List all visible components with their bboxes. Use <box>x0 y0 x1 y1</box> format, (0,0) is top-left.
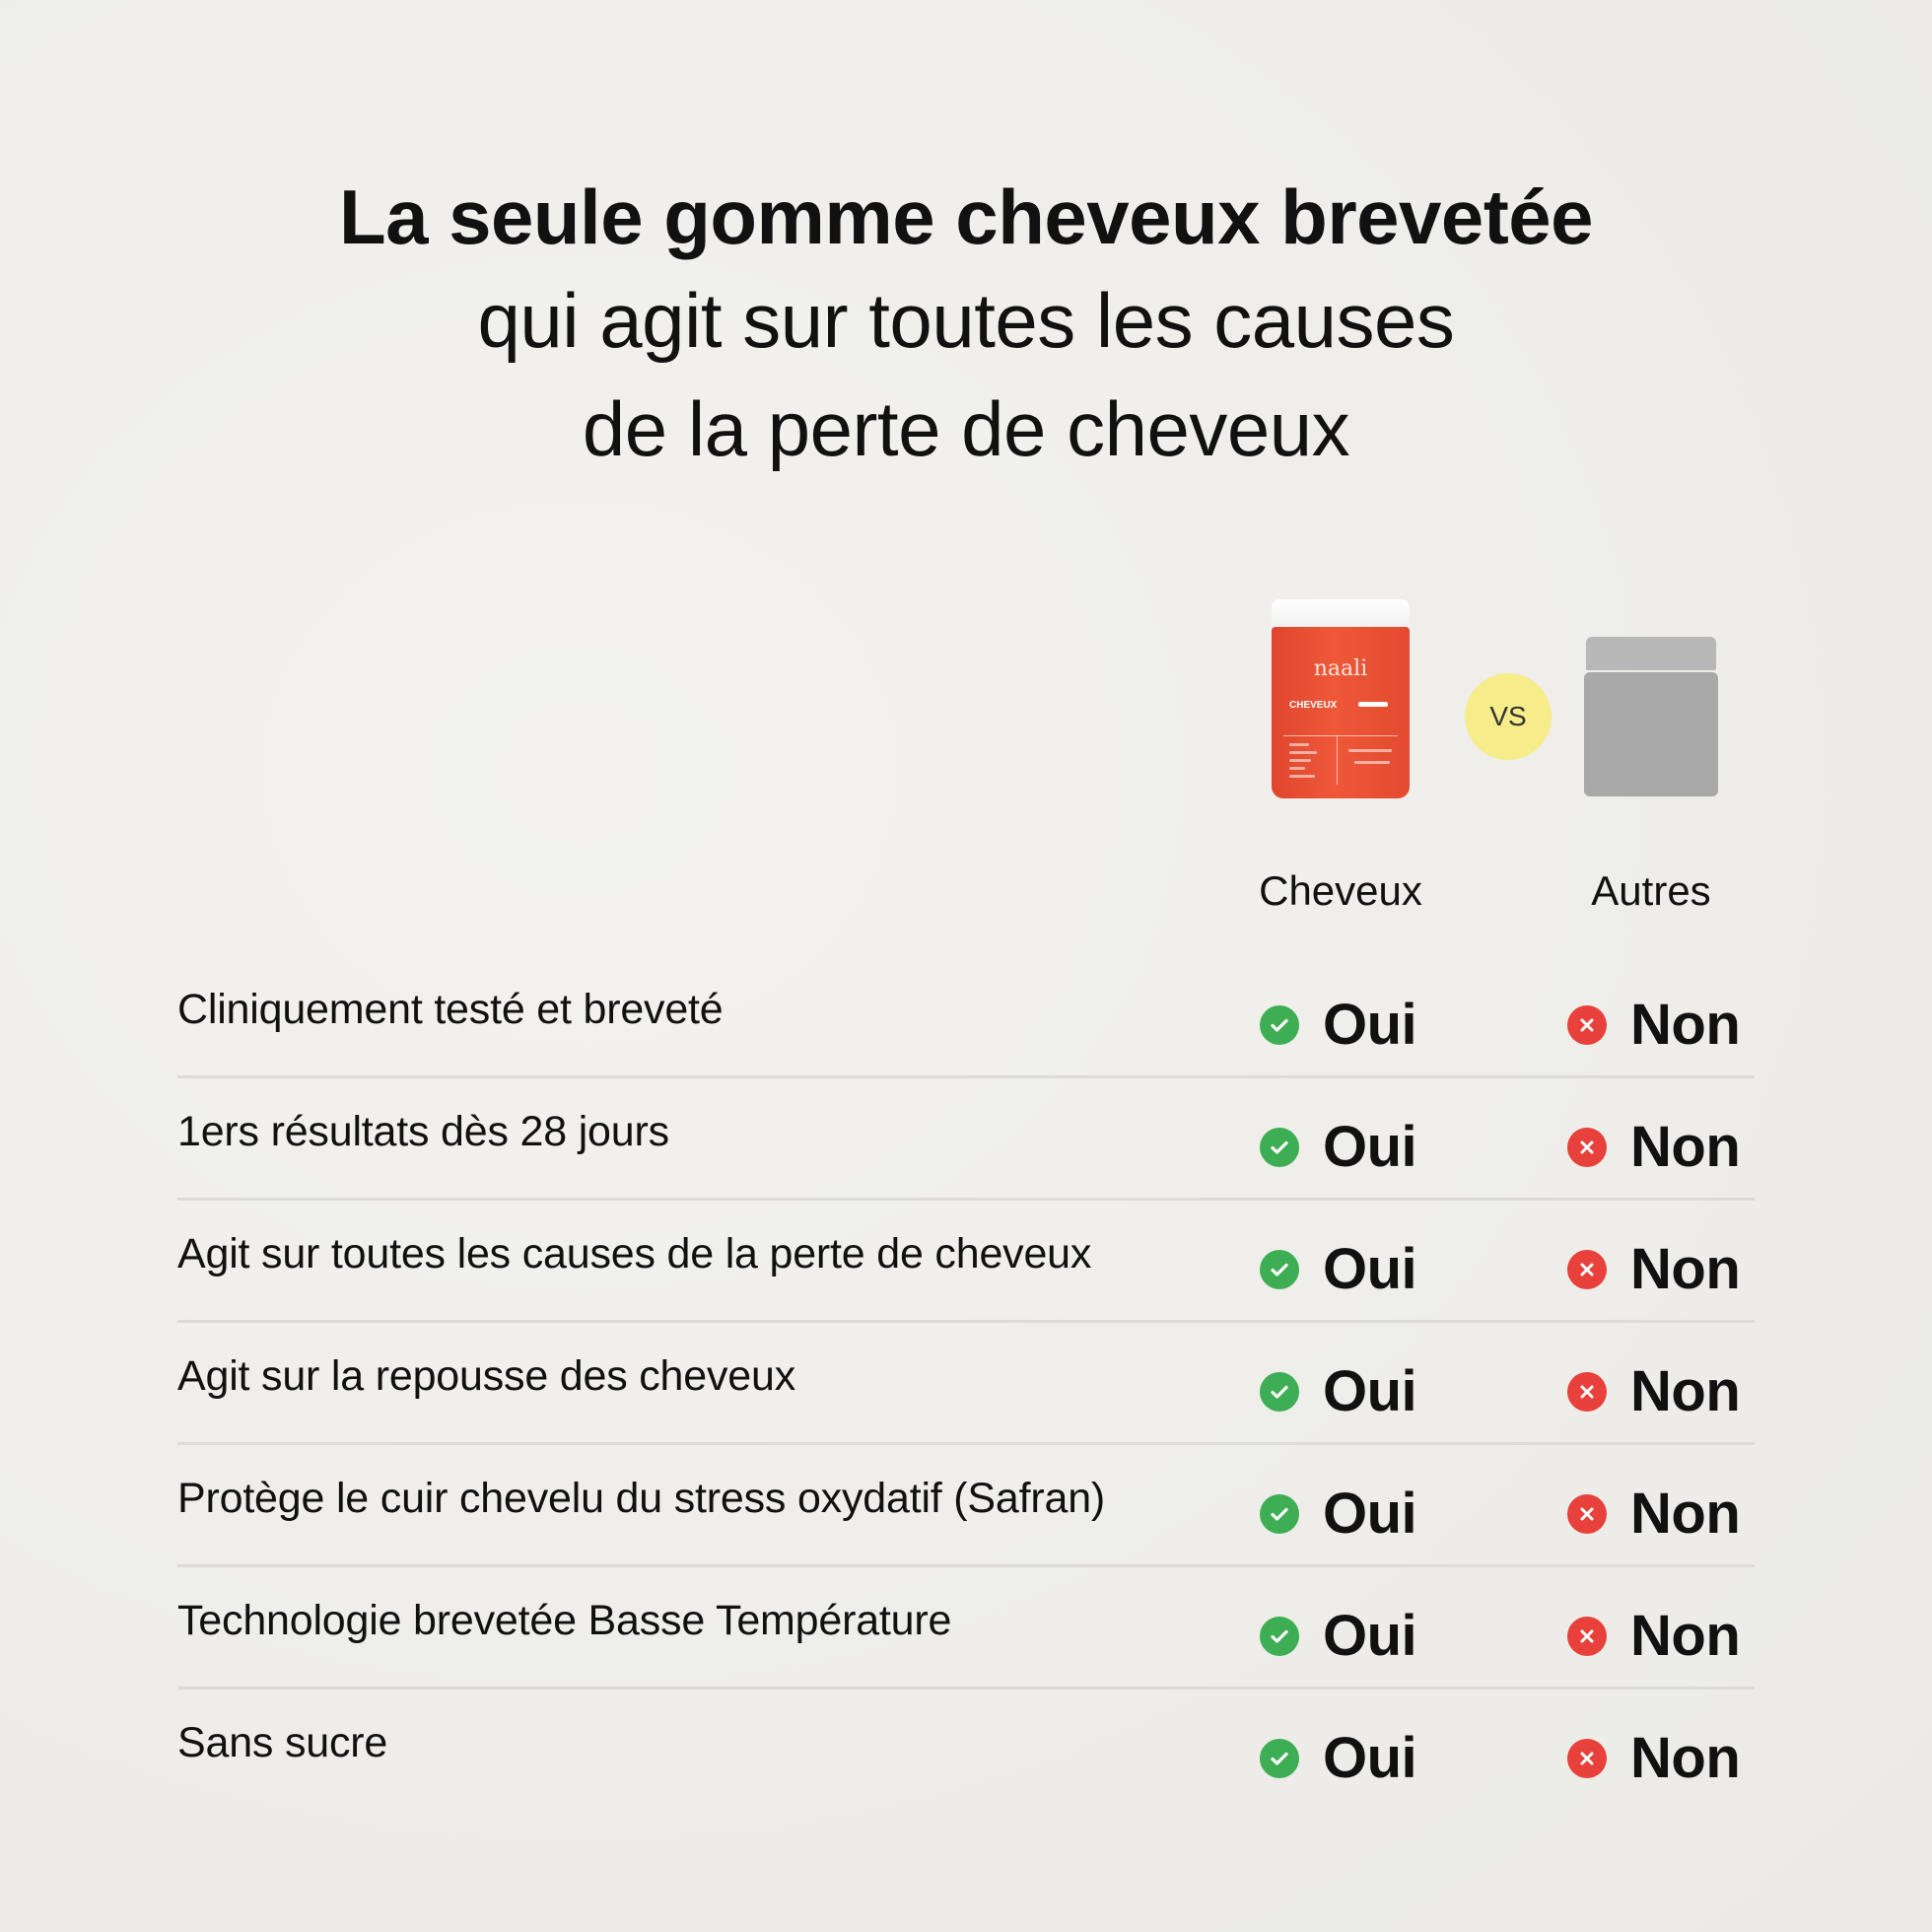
x-circle-icon <box>1567 1494 1607 1534</box>
others-cell <box>1567 1114 1740 1180</box>
jar-cap <box>1272 599 1410 629</box>
jar-divider <box>1283 735 1398 736</box>
jar-text-line <box>1354 761 1390 764</box>
column-header-cheveux: Cheveux <box>1259 867 1422 914</box>
table-row <box>177 1323 1755 1445</box>
others-value: Non <box>1630 1115 1741 1179</box>
table-row <box>177 1567 1755 1690</box>
feature-label: Technologie brevetée Basse Température <box>177 1597 952 1644</box>
headline <box>0 168 1932 483</box>
ours-value: Oui <box>1323 1237 1417 1301</box>
ours-value: Oui <box>1323 1115 1417 1179</box>
table-row <box>177 1201 1755 1323</box>
ours-cell <box>1260 1358 1416 1424</box>
ours-value: Oui <box>1323 1726 1417 1790</box>
feature-label: 1ers résultats dès 28 jours <box>177 1108 669 1155</box>
ours-cell <box>1260 1236 1416 1302</box>
headline-line-2: qui agit sur toutes les causes <box>477 277 1455 364</box>
ours-value: Oui <box>1323 1482 1417 1546</box>
ours-value: Oui <box>1323 1604 1417 1668</box>
vs-badge: VS <box>1465 673 1552 760</box>
x-circle-icon <box>1567 1372 1607 1412</box>
table-row <box>177 956 1755 1078</box>
jar-text-line <box>1348 749 1392 752</box>
others-value: Non <box>1630 1726 1741 1790</box>
others-cell <box>1567 1481 1740 1547</box>
comparison-table <box>177 956 1755 1812</box>
feature-label: Protège le cuir chevelu du stress oxydatif (Safran) <box>177 1475 1106 1522</box>
jar-tag <box>1358 702 1388 707</box>
jar-text-line <box>1289 759 1311 762</box>
table-row <box>177 1690 1755 1812</box>
check-circle-icon <box>1260 1005 1299 1045</box>
ours-cell <box>1260 992 1416 1058</box>
ours-cell <box>1260 1481 1416 1547</box>
headline-bold: La seule gomme cheveux brevetée <box>338 173 1594 260</box>
feature-label: Cliniquement testé et breveté <box>177 986 724 1033</box>
table-row <box>177 1445 1755 1567</box>
jar-text-line <box>1289 775 1315 778</box>
jar-body <box>1272 627 1410 798</box>
others-cell <box>1567 1603 1740 1669</box>
ours-value: Oui <box>1323 993 1417 1057</box>
check-circle-icon <box>1260 1494 1299 1534</box>
others-value: Non <box>1630 1604 1741 1668</box>
jar-text-line <box>1289 751 1317 754</box>
check-circle-icon <box>1260 1739 1299 1778</box>
check-circle-icon <box>1260 1128 1299 1167</box>
ours-value: Oui <box>1323 1359 1417 1423</box>
ours-cell <box>1260 1725 1416 1791</box>
other-jar-body <box>1584 672 1718 796</box>
check-circle-icon <box>1260 1617 1299 1656</box>
jar-brand-logo: naali <box>1313 656 1368 681</box>
feature-label: Agit sur toutes les causes de la perte de cheveux <box>177 1230 1092 1277</box>
other-jar-cap <box>1586 637 1716 670</box>
feature-label: Sans sucre <box>177 1719 388 1766</box>
x-circle-icon <box>1567 1617 1607 1656</box>
x-circle-icon <box>1567 1739 1607 1778</box>
jar-text-line <box>1289 743 1309 746</box>
ours-cell <box>1260 1603 1416 1669</box>
others-value: Non <box>1630 1237 1741 1301</box>
others-value: Non <box>1630 1359 1741 1423</box>
ours-cell <box>1260 1114 1416 1180</box>
other-product-jar-image <box>1584 637 1718 796</box>
table-row <box>177 1078 1755 1201</box>
jar-label: CHEVEUX <box>1289 700 1338 711</box>
check-circle-icon <box>1260 1250 1299 1289</box>
x-circle-icon <box>1567 1005 1607 1045</box>
others-cell <box>1567 1358 1740 1424</box>
check-circle-icon <box>1260 1372 1299 1412</box>
product-jar-image <box>1272 599 1410 798</box>
jar-divider-vertical <box>1337 735 1338 785</box>
headline-line-3: de la perte de cheveux <box>582 385 1350 472</box>
x-circle-icon <box>1567 1128 1607 1167</box>
others-cell <box>1567 992 1740 1058</box>
feature-label: Agit sur la repousse des cheveux <box>177 1352 796 1400</box>
others-cell <box>1567 1725 1740 1791</box>
others-value: Non <box>1630 1482 1741 1546</box>
others-value: Non <box>1630 993 1741 1057</box>
x-circle-icon <box>1567 1250 1607 1289</box>
column-header-autres: Autres <box>1591 867 1711 914</box>
jar-text-line <box>1289 767 1305 770</box>
others-cell <box>1567 1236 1740 1302</box>
